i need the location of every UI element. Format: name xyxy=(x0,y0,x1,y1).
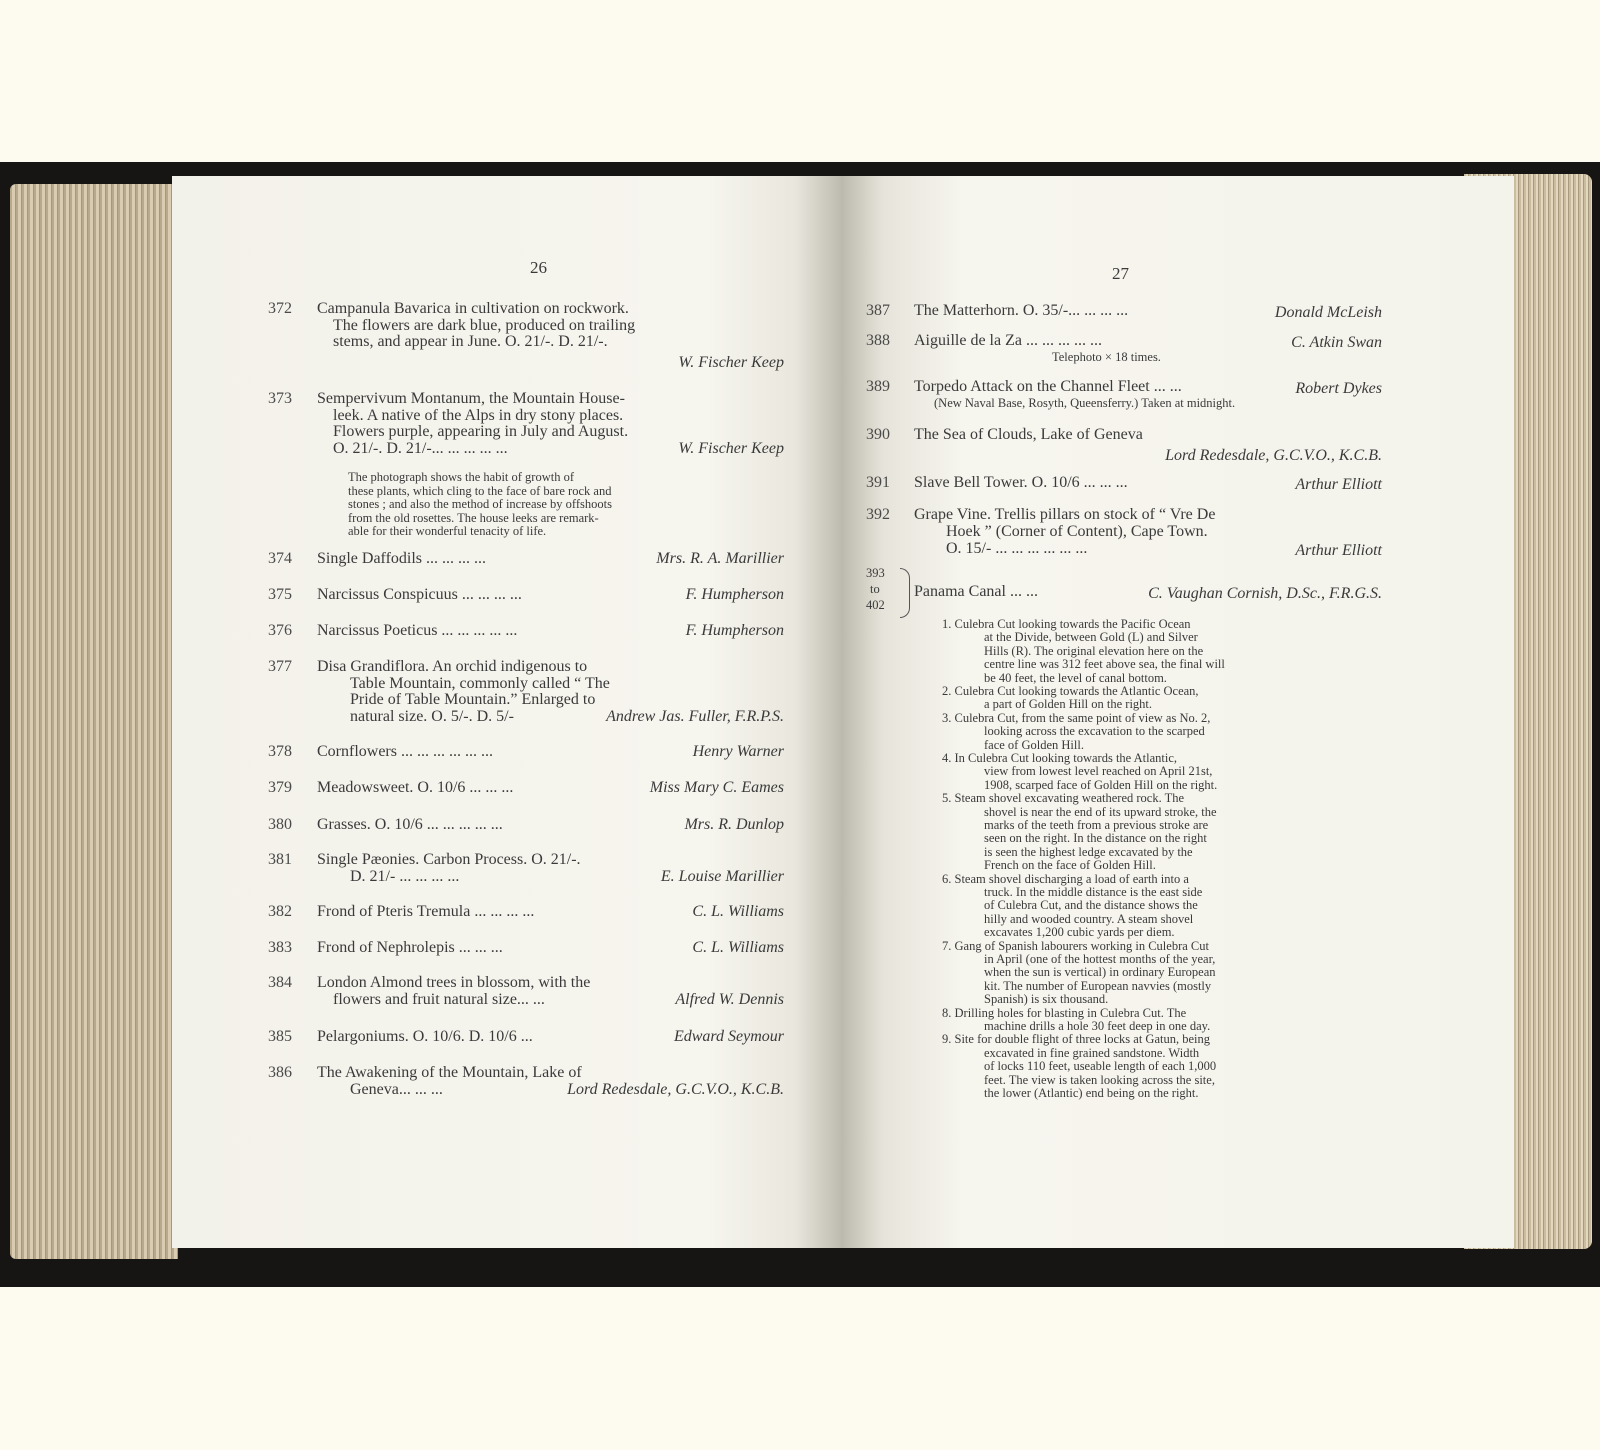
left-page xyxy=(172,176,842,1248)
entry-number: 379 xyxy=(268,779,292,796)
entry-author: Donald McLeish xyxy=(1274,304,1382,321)
entry-line: Cornflowers ... ... ... ... ... ... xyxy=(317,743,493,760)
entry-note-line: able for their wonderful tenacity of life. xyxy=(348,524,547,539)
panama-item-line: 4. In Culebra Cut looking towards the Atlantic, xyxy=(942,751,1178,765)
entry-number: 390 xyxy=(866,426,890,443)
entry-number: 381 xyxy=(268,851,292,868)
panama-item-line: a part of Golden Hill on the right. xyxy=(984,697,1153,712)
entry-author: Edward Seymour xyxy=(673,1028,784,1045)
entry-line: The Matterhorn. O. 35/-... ... ... ... xyxy=(914,302,1129,319)
panama-item-line: 7. Gang of Spanish labourers working in Culebra Cut xyxy=(942,938,1209,953)
panama-item-line: French on the face of Golden Hill. xyxy=(984,858,1156,873)
entry-author: Lord Redesdale, G.C.V.O., K.C.B. xyxy=(1165,447,1382,464)
panama-item-line: shovel is near the end of its upward stroke, the xyxy=(984,804,1217,819)
page-number: 26 xyxy=(530,258,547,277)
entry-note-line: from the old rosettes. The house leeks are remark- xyxy=(348,510,599,525)
entry-author: F. Humpherson xyxy=(685,586,784,603)
panama-item-line: marks of the teeth from a previous stroke are xyxy=(984,818,1209,832)
panama-item-line: hilly and wooded country. A steam shovel xyxy=(984,911,1194,926)
panama-item-line: 2. Culebra Cut looking towards the Atlantic Ocean, xyxy=(942,684,1199,698)
entry-number-range: to xyxy=(870,582,880,596)
entry-author: F. Humpherson xyxy=(685,622,784,639)
panama-item-line: excavated in fine grained sandstone. Width xyxy=(984,1045,1200,1060)
panama-item-line: 8. Drilling holes for blasting in Culebra Cut. The xyxy=(942,1005,1187,1020)
entry-number: 387 xyxy=(866,302,890,319)
entry-line: The Awakening of the Mountain, Lake of xyxy=(317,1064,582,1081)
panama-item-line: excavates 1,200 cubic yards per diem. xyxy=(984,925,1175,940)
entry-note-line: The photograph shows the habit of growth of xyxy=(348,470,575,484)
entry-note: Telephoto × 18 times. xyxy=(1052,350,1161,364)
entry-line: leek. A native of the Alps in dry stony places. xyxy=(333,406,624,424)
entry-number: 373 xyxy=(268,390,292,407)
right-page xyxy=(842,176,1514,1248)
entry-number: 391 xyxy=(866,474,890,491)
entry-author: Andrew Jas. Fuller, F.R.P.S. xyxy=(606,707,784,725)
panama-item-line: at the Divide, between Gold (L) and Silver xyxy=(984,630,1198,645)
entry-author: C. L. Williams xyxy=(692,939,784,956)
entry-number-range: 393 xyxy=(866,566,885,580)
entry-line: D. 21/- ... ... ... ... xyxy=(350,867,460,885)
entry-number: 374 xyxy=(268,550,292,567)
panama-item-line: 5. Steam shovel excavating weathered rock. The xyxy=(942,791,1185,806)
entry-author: Arthur Elliott xyxy=(1295,542,1382,559)
entry-author: Henry Warner xyxy=(692,743,784,760)
panama-title: Panama Canal ... ... xyxy=(914,583,1038,600)
panama-item-line: Spanish) is six thousand. xyxy=(984,992,1109,1007)
entry-line: Torpedo Attack on the Channel Fleet ... ... xyxy=(914,378,1182,395)
entry-number: 383 xyxy=(268,939,292,956)
entry-line: Grasses. O. 10/6 ... ... ... ... ... xyxy=(317,816,503,833)
entry-author: W. Fischer Keep xyxy=(678,439,784,457)
entry-author: C. L. Williams xyxy=(692,903,784,920)
entry-number: 378 xyxy=(268,743,292,760)
panama-item-line: 9. Site for double flight of three locks at Gatun, being xyxy=(942,1032,1210,1047)
entry-author: Lord Redesdale, G.C.V.O., K.C.B. xyxy=(567,1080,784,1098)
entry-line: O. 21/-. D. 21/-... ... ... ... ... xyxy=(333,439,508,457)
panama-item-line: 1. Culebra Cut looking towards the Pacific Ocean xyxy=(942,617,1191,631)
entry-number: 377 xyxy=(268,658,292,675)
entry-number: 376 xyxy=(268,622,292,639)
entry-line: Disa Grandiflora. An orchid indigenous to xyxy=(317,658,588,675)
panama-item-line: machine drills a hole 30 feet deep in one day. xyxy=(984,1019,1211,1033)
entry-line: Flowers purple, appearing in July and August. xyxy=(333,423,629,440)
entry-author: Robert Dykes xyxy=(1295,380,1382,397)
entry-number: 372 xyxy=(268,300,292,317)
entry-line: The Sea of Clouds, Lake of Geneva xyxy=(914,426,1143,443)
entry-line: Slave Bell Tower. O. 10/6 ... ... ... xyxy=(914,474,1128,491)
entry-number: 388 xyxy=(866,332,890,349)
entry-note: (New Naval Base, Rosyth, Queensferry.) Taken at midnight. xyxy=(934,396,1236,410)
entry-line: Pride of Table Mountain.” Enlarged to xyxy=(350,691,596,708)
entry-note-line: these plants, which cling to the face of bare rock and xyxy=(348,483,612,498)
entry-line: O. 15/- ... ... ... ... ... ... xyxy=(946,540,1088,557)
range-bracket xyxy=(900,568,910,618)
page-edges-left xyxy=(10,184,178,1259)
entry-number: 382 xyxy=(268,903,292,920)
book-photo xyxy=(0,162,1600,1287)
panama-item-line: 3. Culebra Cut, from the same point of view as No. 2, xyxy=(942,710,1211,725)
panama-item-line: the lower (Atlantic) end being on the right. xyxy=(984,1086,1199,1100)
entry-line: London Almond trees in blossom, with the xyxy=(317,974,591,991)
entry-line: Narcissus Poeticus ... ... ... ... ... xyxy=(317,622,518,639)
entry-line: flowers and fruit natural size... ... xyxy=(333,990,545,1008)
panama-item-line: feet. The view is taken looking across the site, xyxy=(984,1072,1215,1087)
entry-number: 386 xyxy=(268,1064,292,1081)
entry-line: Pelargoniums. O. 10/6. D. 10/6 ... xyxy=(317,1028,533,1045)
entry-line: Sempervivum Montanum, the Mountain House- xyxy=(317,390,625,407)
entry-number: 389 xyxy=(866,378,890,395)
entry-line: Campanula Bavarica in cultivation on rockwork. xyxy=(317,300,629,317)
entry-author: Miss Mary C. Eames xyxy=(649,779,784,796)
panama-item-line: centre line was 312 feet above sea, the final will xyxy=(984,657,1225,672)
entry-number: 392 xyxy=(866,506,890,523)
entry-line: Meadowsweet. O. 10/6 ... ... ... xyxy=(317,779,514,796)
entry-author: E. Louise Marillier xyxy=(660,867,784,885)
entry-author: C. Atkin Swan xyxy=(1291,334,1382,351)
panama-item-line: is seen the highest ledge excavated by the xyxy=(984,844,1193,859)
panama-item-line: of Culebra Cut, and the distance shows the xyxy=(984,898,1198,913)
panama-item-line: looking across the excavation to the scarped xyxy=(984,724,1205,739)
entry-number: 384 xyxy=(268,974,292,991)
entry-number-range: 402 xyxy=(866,598,885,612)
entry-line: Narcissus Conspicuus ... ... ... ... xyxy=(317,586,522,603)
entry-line: stems, and appear in June. O. 21/-. D. 21/-. xyxy=(333,333,608,350)
entry-line: Single Pæonies. Carbon Process. O. 21/-. xyxy=(317,851,581,868)
panama-item-line: Hills (R). The original elevation here on the xyxy=(984,643,1204,658)
entry-line: Aiguille de la Za ... ... ... ... ... xyxy=(914,332,1102,349)
entry-author: Mrs. R. A. Marillier xyxy=(656,550,784,567)
entry-line: Single Daffodils ... ... ... ... xyxy=(317,550,487,567)
panama-item-line: view from lowest level reached on April 21st, xyxy=(984,764,1213,779)
entry-line: Frond of Pteris Tremula ... ... ... ... xyxy=(317,903,535,920)
entry-author: W. Fischer Keep xyxy=(678,353,784,371)
panama-item-line: truck. In the middle distance is the east side xyxy=(984,885,1203,899)
entry-author: Arthur Elliott xyxy=(1295,476,1382,493)
entry-number: 375 xyxy=(268,586,292,603)
panama-item-line: 6. Steam shovel discharging a load of earth into a xyxy=(942,871,1189,886)
panama-item-line: face of Golden Hill. xyxy=(984,737,1084,752)
entry-line: The flowers are dark blue, produced on trailing xyxy=(333,316,636,334)
entry-number: 385 xyxy=(268,1028,292,1045)
entry-line: Grape Vine. Trellis pillars on stock of “ Vre De xyxy=(914,506,1216,523)
entry-number: 380 xyxy=(268,816,292,833)
panama-item-line: seen on the right. In the distance on the right xyxy=(984,831,1207,846)
entry-author: Mrs. R. Dunlop xyxy=(684,816,784,833)
page-number: 27 xyxy=(1112,264,1129,283)
entry-note-line: stones ; and also the method of increase by offshoots xyxy=(348,497,612,512)
panama-item-line: when the sun is vertical) in ordinary European xyxy=(984,965,1216,980)
panama-item-line: in April (one of the hottest months of the year, xyxy=(984,952,1216,966)
panama-item-line: of locks 110 feet, useable length of each 1,000 xyxy=(984,1059,1217,1074)
entry-line: Table Mountain, commonly called “ The xyxy=(350,674,610,692)
panama-item-line: kit. The number of European navvies (mostly xyxy=(984,978,1212,993)
entry-line: Geneva... ... ... xyxy=(350,1080,443,1098)
entry-line: natural size. O. 5/-. D. 5/- xyxy=(350,707,514,725)
panama-item-line: 1908, scarped face of Golden Hill on the right. xyxy=(984,777,1218,792)
entry-author: C. Vaughan Cornish, D.Sc., F.R.G.S. xyxy=(1148,585,1382,602)
panama-item-line: be 40 feet, the level of canal bottom. xyxy=(984,670,1167,685)
entry-line: Frond of Nephrolepis ... ... ... xyxy=(317,939,503,956)
entry-line: Hoek ” (Corner of Content), Cape Town. xyxy=(946,523,1208,540)
entry-author: Alfred W. Dennis xyxy=(675,990,784,1008)
